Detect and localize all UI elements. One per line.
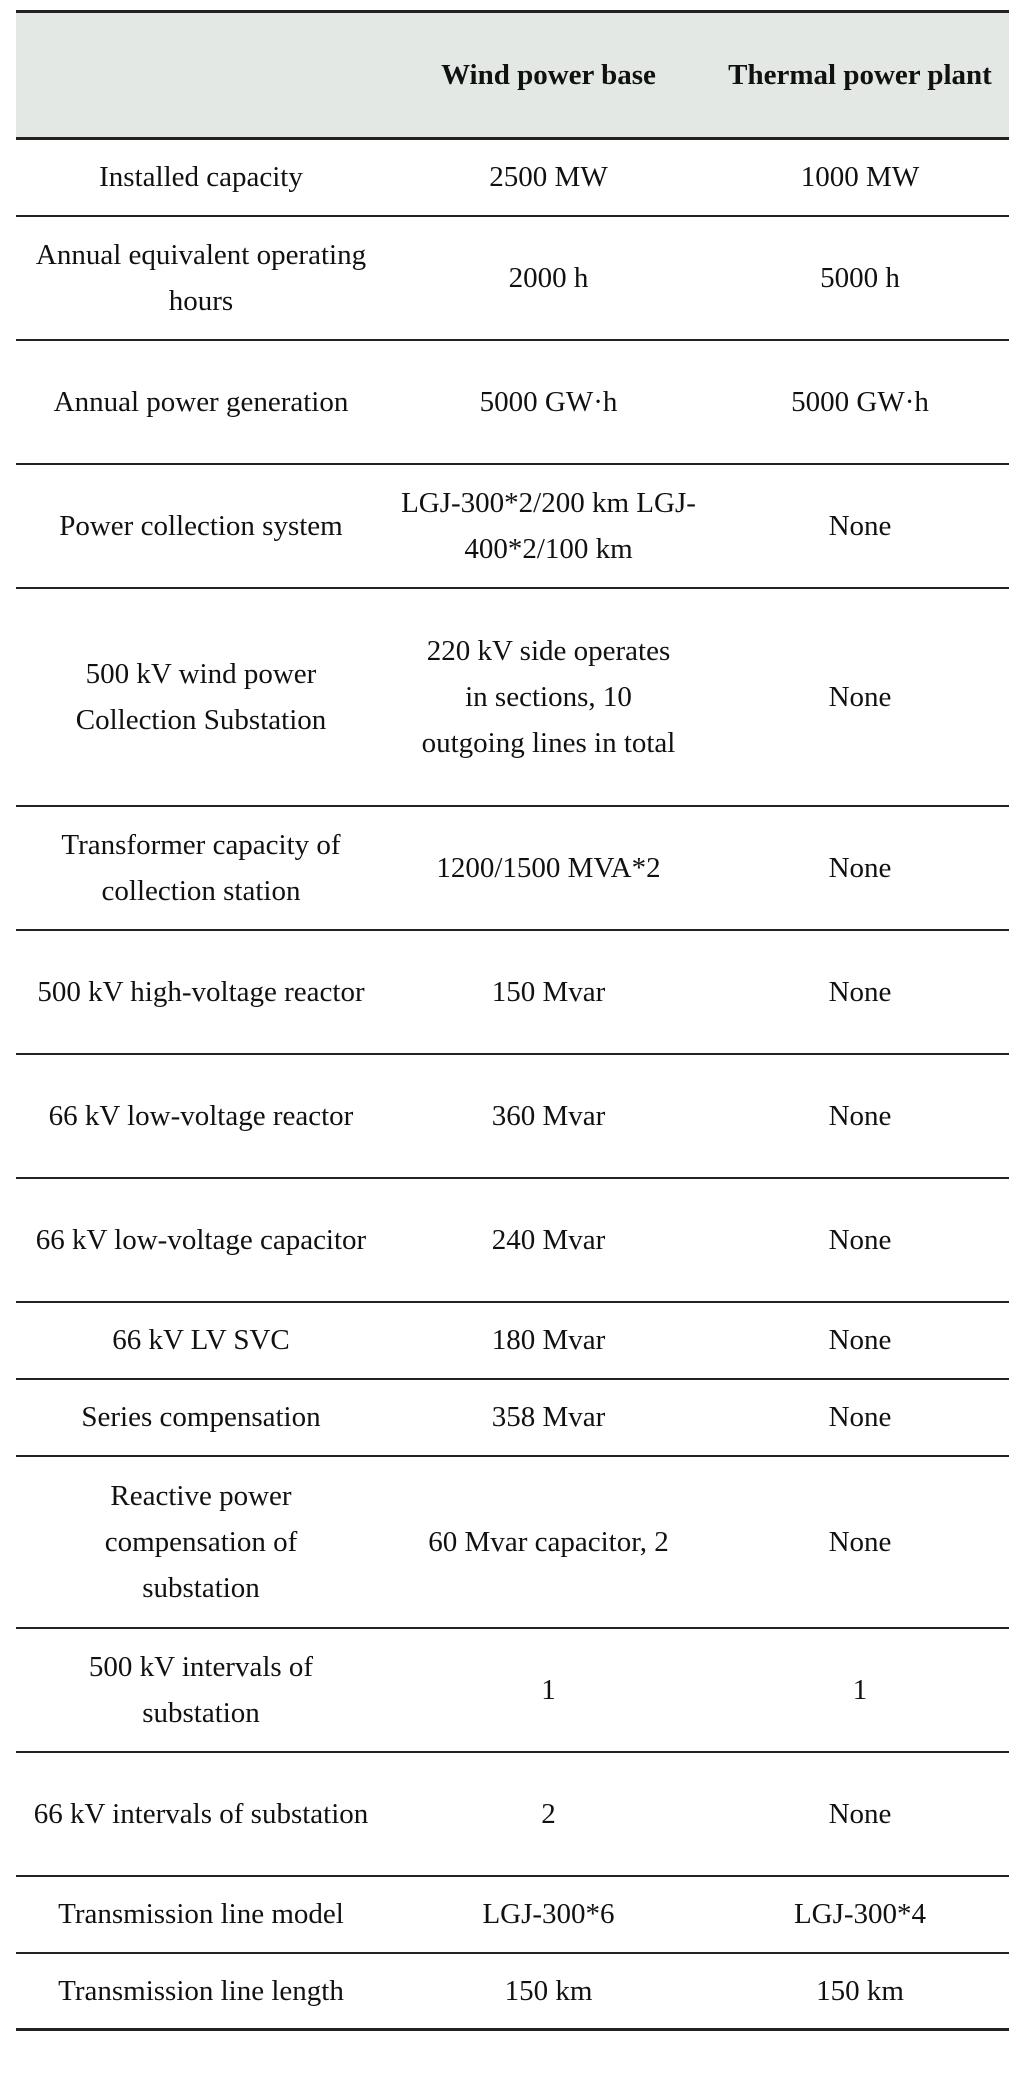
row-label: Transmission line length [58,1974,344,2007]
thermal-value: None [828,680,892,713]
row-label: Installed capacity [99,161,303,194]
table-row [16,1953,1009,2030]
comparison-table [16,10,1009,2031]
table-row [16,340,1009,464]
thermal-value: 1000 MW [800,161,920,194]
thermal-value: None [828,1525,892,1558]
wind-value: 220 kV side operates in sections, 10 outgoing lines in total [421,634,676,759]
wind-value: 1200/1500 MVA*2 [436,851,661,884]
wind-value: 360 Mvar [491,1099,606,1132]
row-label: Power collection system [59,509,343,542]
row-label: Transmission line model [58,1898,344,1930]
row-label: 66 kV low-voltage reactor [48,1099,354,1132]
wind-value: LGJ-300*2/200 km LGJ-400*2/100 km [401,486,696,565]
row-label: Annual power generation [53,385,349,418]
row-label: 500 kV wind power Collection Substation [75,657,327,736]
row-label: 500 kV intervals of substation [88,1650,314,1729]
thermal-value: None [828,1324,892,1356]
header-wind-power-base: Wind power base [441,59,656,91]
row-label: 66 kV intervals of substation [33,1797,369,1830]
wind-value: 150 km [504,1974,593,2007]
row-label: 66 kV low-voltage capacitor [35,1223,367,1256]
table-row [16,1456,1009,1628]
table-row [16,1628,1009,1752]
thermal-value: None [828,1223,892,1256]
thermal-value: 5000 h [820,261,900,294]
wind-value: 2000 h [508,261,589,294]
thermal-value: None [828,1797,892,1830]
table-row [16,806,1009,930]
row-label: 500 kV high-voltage reactor [37,975,365,1008]
table-row [16,1054,1009,1178]
table-row [16,1302,1009,1379]
thermal-value: 5000 GW·h [791,385,929,418]
row-label: Reactive power compensation of substation [104,1479,298,1604]
thermal-value: None [828,975,892,1008]
wind-value: 60 Mvar capacitor, 2 [428,1525,669,1558]
wind-value: 150 Mvar [491,975,606,1008]
wind-value: 2 [541,1797,556,1830]
wind-value: 5000 GW·h [479,385,618,418]
row-label: Series compensation [81,1401,321,1433]
table-row [16,216,1009,340]
wind-value: LGJ-300*6 [482,1898,615,1930]
table-row [16,588,1009,806]
table-row [16,1178,1009,1302]
wind-value: 1 [541,1673,556,1706]
row-label: Annual equivalent operating hours [35,238,367,317]
row-label: Transformer capacity of collection station [61,828,341,907]
thermal-value: None [828,851,892,884]
wind-value: 358 Mvar [491,1401,606,1433]
thermal-value: None [828,1099,892,1132]
thermal-value: None [828,509,892,542]
thermal-value: None [828,1401,892,1433]
table-row [16,1752,1009,1876]
table-row [16,1379,1009,1456]
wind-value: 2500 MW [489,161,608,194]
comparison-table-container [16,10,1009,2031]
header-thermal-power-plant: Thermal power plant [728,59,992,91]
thermal-value: LGJ-300*4 [793,1898,927,1930]
row-label: 66 kV LV SVC [112,1324,290,1356]
thermal-value: 150 km [816,1974,904,2007]
table-header-row [16,12,1009,139]
wind-value: 180 Mvar [491,1324,606,1356]
table-row [16,464,1009,588]
table-row [16,1876,1009,1953]
wind-value: 240 Mvar [491,1223,606,1256]
table-row [16,139,1009,216]
header-blank [16,12,386,139]
thermal-value: 1 [852,1673,868,1706]
table-row [16,930,1009,1054]
